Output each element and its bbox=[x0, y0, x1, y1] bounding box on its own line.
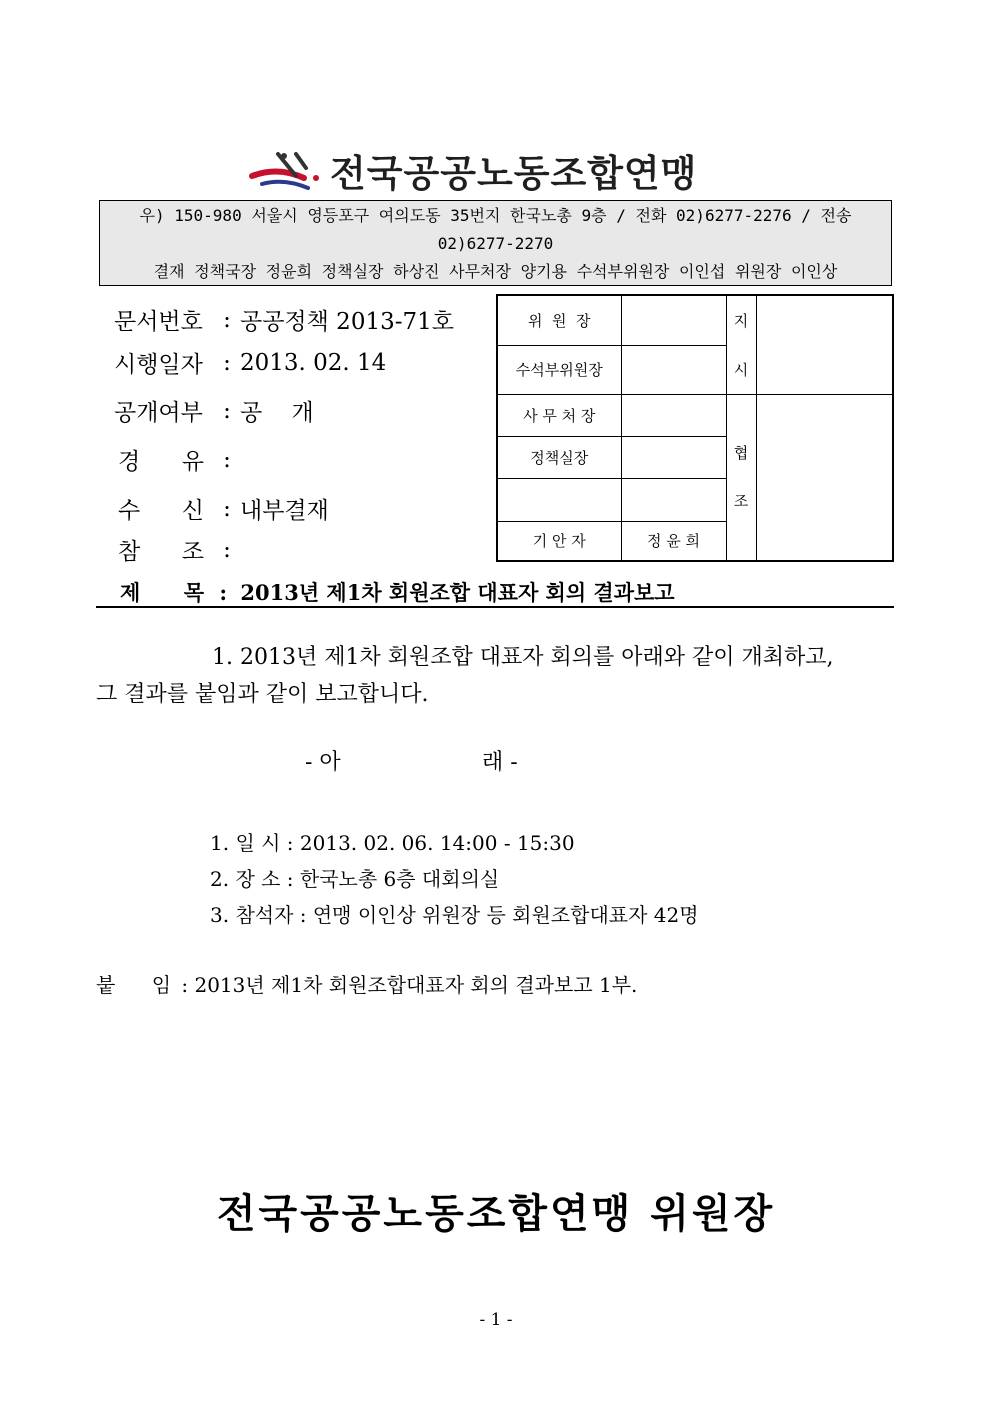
issue-date-value: 2013. 02. 14 bbox=[240, 349, 387, 376]
approval-sign-secretary-general bbox=[621, 394, 726, 436]
issue-date-field bbox=[114, 346, 386, 379]
page-number: - 1 - bbox=[479, 1310, 513, 1330]
cooperation-label-part2: 조 bbox=[733, 492, 749, 511]
disclosure-field bbox=[114, 394, 314, 427]
approval-sign-chairman bbox=[621, 295, 726, 345]
detail-item-location: 2. 장 소 : 한국노총 6층 대회의실 bbox=[210, 867, 500, 891]
attachment-label-part1: 붙 bbox=[96, 973, 116, 997]
disclosure-colon: : bbox=[223, 397, 231, 424]
doc-number-value: 공공정책 2013-71호 bbox=[240, 309, 454, 335]
subject-label-part2: 목 bbox=[183, 580, 204, 605]
instruction-label-1: 지 bbox=[726, 295, 756, 345]
attachment-text: : 2013년 제1차 회원조합대표자 회의 결과보고 1부. bbox=[181, 973, 638, 997]
subject-label-part1: 제 bbox=[120, 580, 141, 605]
subject-line bbox=[120, 577, 675, 607]
approval-role-policy-director: 정책실장 bbox=[497, 436, 621, 478]
doc-number-field bbox=[114, 303, 454, 336]
disclosure-label: 공개여부 bbox=[114, 400, 203, 426]
drafter-name: 정 윤 희 bbox=[621, 521, 726, 561]
via-field bbox=[114, 443, 240, 476]
org-logo bbox=[248, 146, 748, 194]
doc-number-colon: : bbox=[223, 306, 231, 333]
address-line-2: 02)6277-2270 bbox=[437, 234, 554, 253]
approval-role-secretary-general: 사 무 처 장 bbox=[497, 394, 621, 436]
below-heading-right: 래 - bbox=[482, 750, 518, 775]
instruction-label-2: 시 bbox=[726, 345, 756, 394]
recipient-colon: : bbox=[223, 495, 231, 522]
reference-label-part2: 조 bbox=[181, 539, 204, 565]
approval-sign-policy-director bbox=[621, 436, 726, 478]
reference-label-part1: 참 bbox=[118, 539, 141, 565]
via-label bbox=[114, 443, 214, 476]
body-paragraph-line-1: 1. 2013년 제1차 회원조합 대표자 회의를 아래와 같이 개최하고, bbox=[212, 645, 834, 670]
cooperation-cell bbox=[756, 394, 893, 561]
via-label-part2: 유 bbox=[181, 449, 204, 475]
issuer-signature: 전국공공노동조합연맹 위원장 bbox=[216, 1191, 776, 1237]
approval-role-vice-chairman: 수석부위원장 bbox=[497, 345, 621, 394]
address-box bbox=[99, 200, 892, 286]
recipient-value: 내부결재 bbox=[240, 498, 329, 524]
subject-divider bbox=[96, 606, 894, 608]
subject-label bbox=[120, 577, 204, 607]
via-colon: : bbox=[223, 446, 231, 473]
approval-row-secretary-general bbox=[497, 394, 893, 436]
subject-text: 2013년 제1차 회원조합 대표자 회의 결과보고 bbox=[240, 580, 675, 605]
issue-date-colon: : bbox=[223, 349, 231, 376]
approval-row-chairman bbox=[497, 295, 893, 345]
address-line-1: 우) 150-980 서울시 영등포구 여의도동 35번지 한국노총 9층 / 전화 02)6277-2276 / 전송 bbox=[139, 206, 852, 225]
org-logo-text: 전국공공노동조합연맹 bbox=[330, 152, 698, 195]
attachment-line bbox=[96, 969, 637, 998]
drafter-label: 기 안 자 bbox=[497, 521, 621, 561]
detail-item-datetime: 1. 일 시 : 2013. 02. 06. 14:00 - 15:30 bbox=[210, 831, 575, 855]
approval-role-blank bbox=[497, 478, 621, 521]
issue-date-label: 시행일자 bbox=[114, 352, 203, 378]
approval-line: 결재 정책국장 정윤희 정책실장 하상진 사무처장 양기용 수석부위원장 이인섭 위원장 이인상 bbox=[153, 262, 838, 281]
detail-item-attendees: 3. 참석자 : 연맹 이인상 위원장 등 회원조합대표자 42명 bbox=[210, 903, 699, 927]
recipient-label bbox=[114, 492, 214, 525]
recipient-label-part1: 수 bbox=[118, 498, 141, 524]
recipient-field bbox=[114, 492, 329, 525]
union-emblem-icon bbox=[248, 148, 326, 192]
reference-label bbox=[114, 533, 214, 566]
disclosure-value: 공 개 bbox=[240, 400, 314, 426]
cooperation-label-part1: 협 bbox=[733, 444, 749, 463]
instruction-cell bbox=[756, 295, 893, 394]
subject-colon: : bbox=[219, 580, 228, 605]
recipient-label-part2: 신 bbox=[181, 498, 204, 524]
approval-table bbox=[496, 294, 894, 562]
reference-field bbox=[114, 533, 240, 566]
reference-colon: : bbox=[223, 536, 231, 563]
approval-role-chairman: 위 원 장 bbox=[497, 295, 621, 345]
cooperation-label bbox=[726, 394, 756, 561]
body-paragraph-line-2: 그 결과를 붙임과 같이 보고합니다. bbox=[96, 682, 429, 707]
approval-sign-vice-chairman bbox=[621, 345, 726, 394]
doc-number-label: 문서번호 bbox=[114, 309, 203, 335]
via-label-part1: 경 bbox=[118, 449, 141, 475]
attachment-label-part2: 임 bbox=[151, 973, 172, 997]
below-heading-left: - 아 bbox=[305, 750, 341, 775]
approval-sign-blank bbox=[621, 478, 726, 521]
